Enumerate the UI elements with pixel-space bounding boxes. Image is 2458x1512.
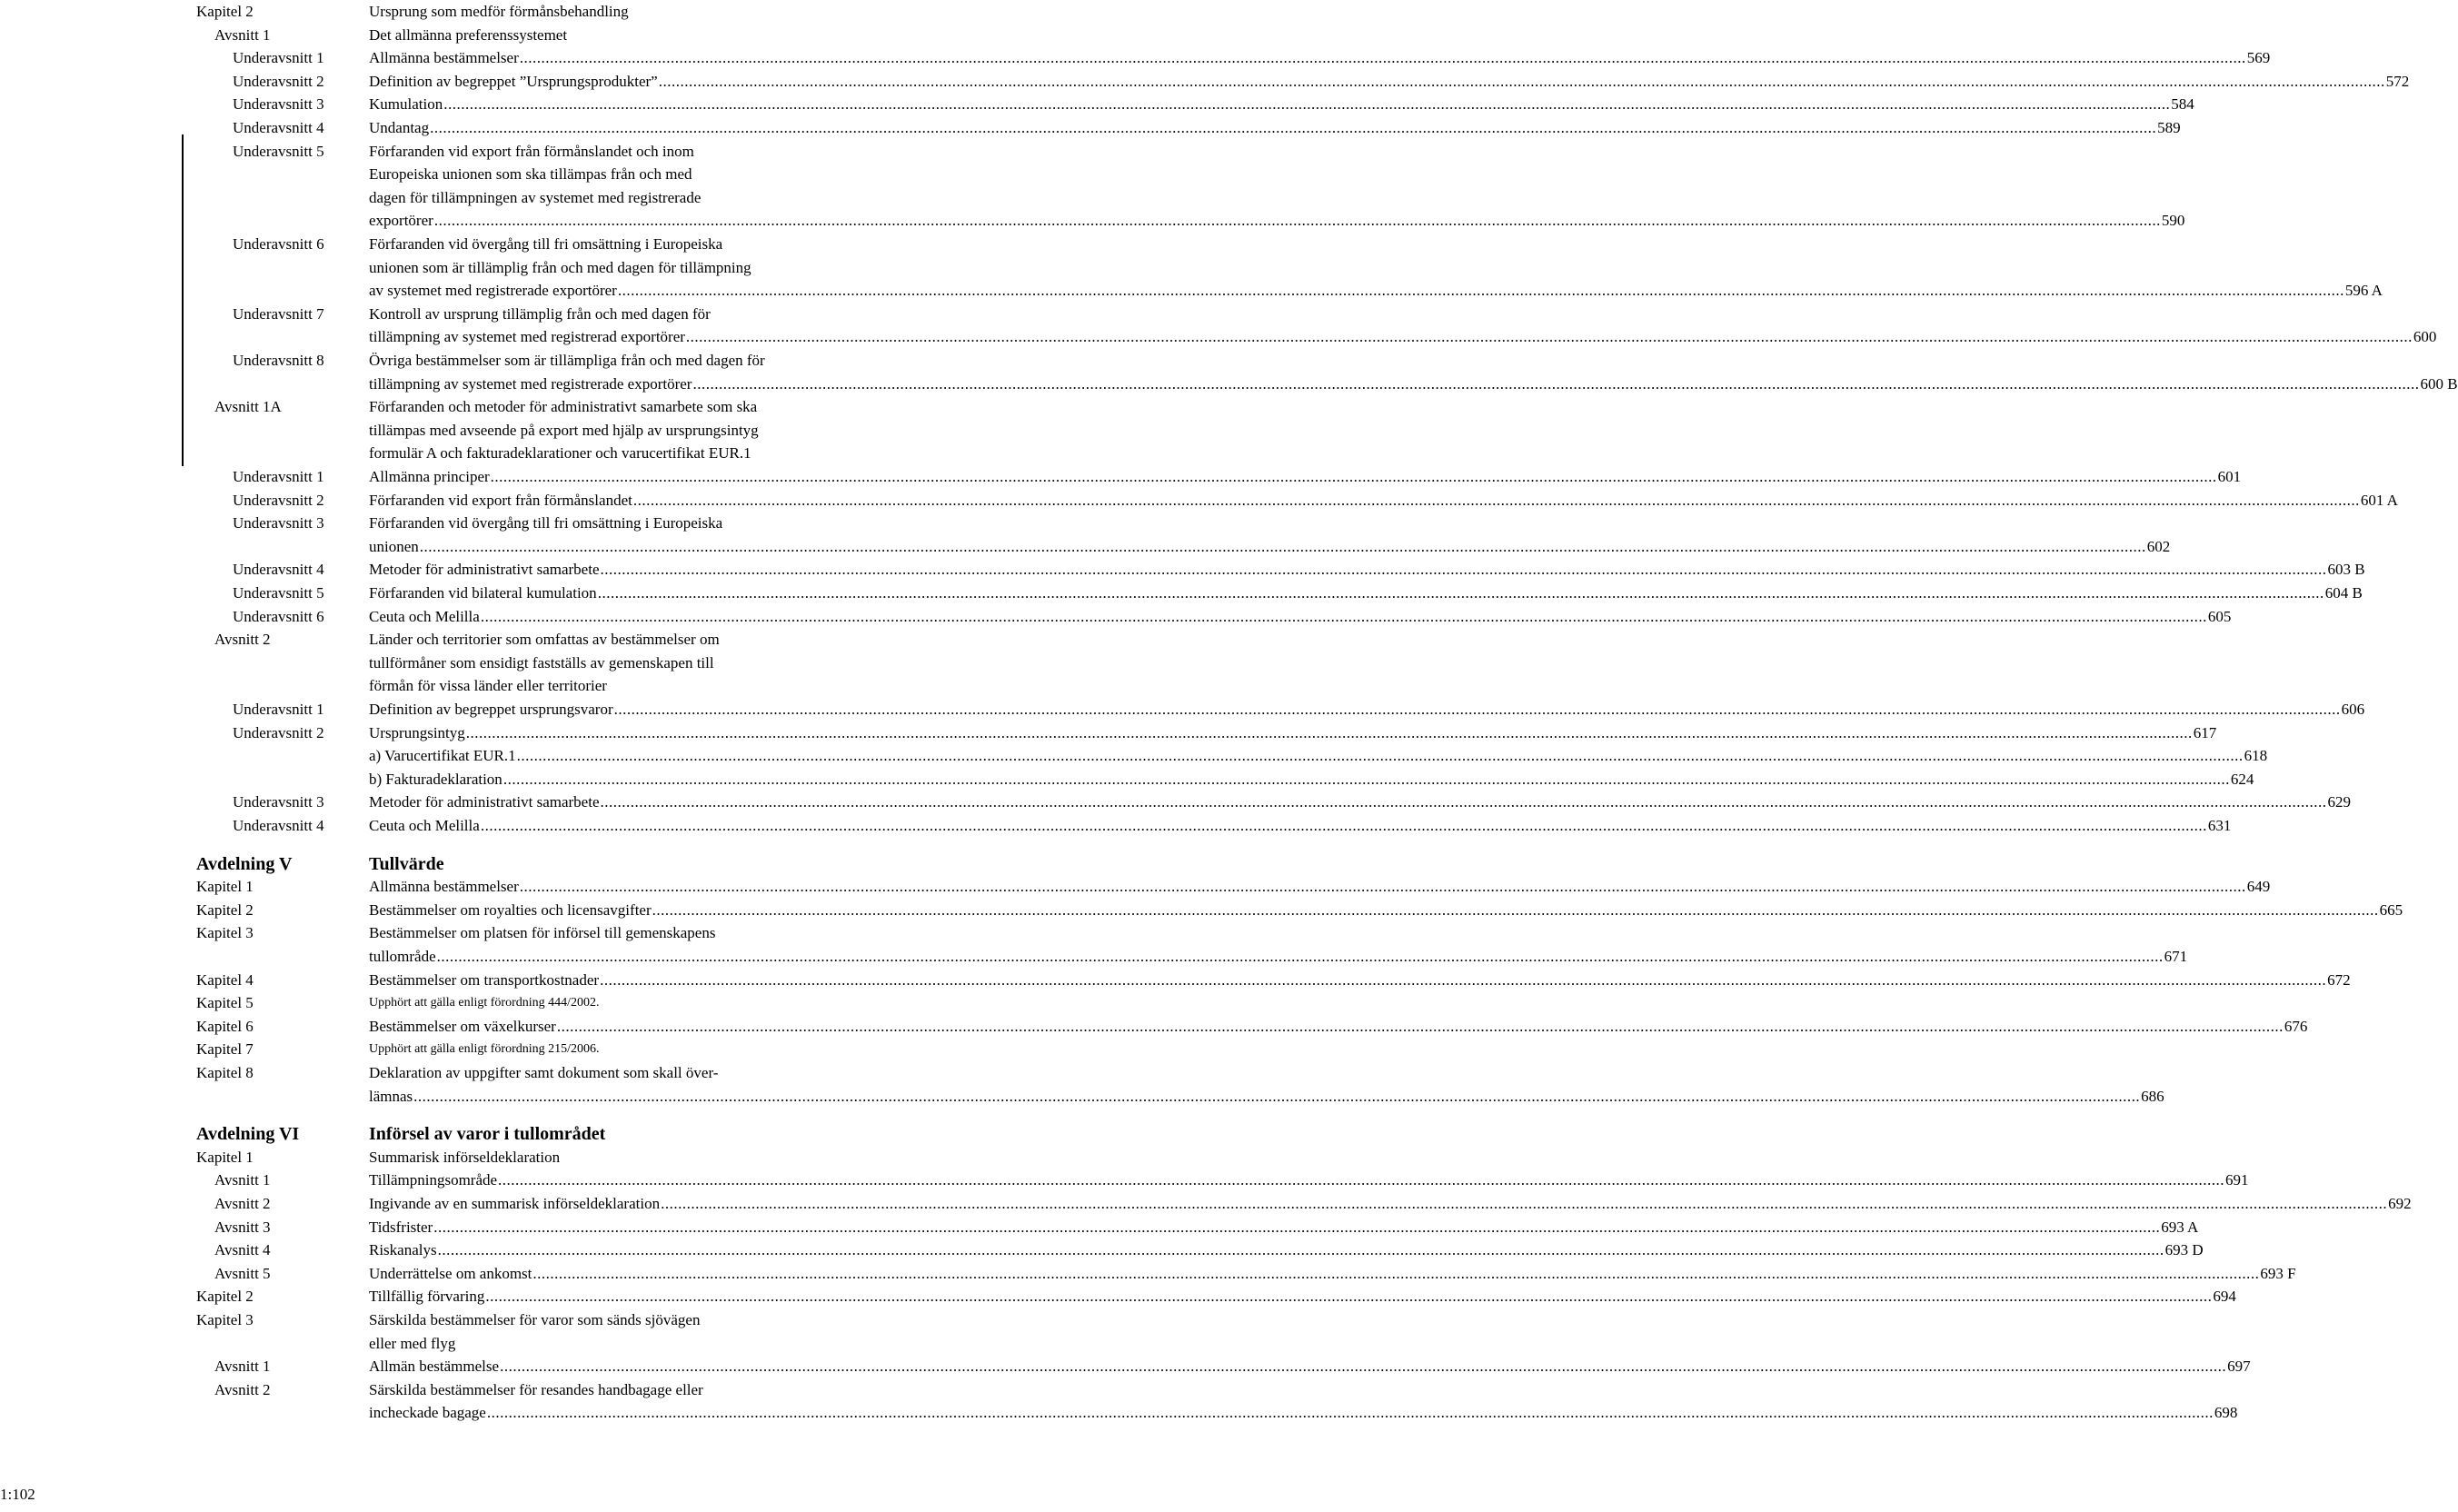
toc-entry-page: 631: [2207, 817, 2232, 834]
dot-leader: ................................................................................................................................................................................................................................................................................................................................................................................................................: [436, 948, 2164, 965]
toc-entry-title: Bestämmelser om platsen för införsel till gemenskapens: [369, 924, 716, 942]
toc-entry-line: [369, 325, 2437, 349]
toc-entry-title: Bestämmelser om växelkurser: [369, 1017, 556, 1035]
toc-entry-label: Underavsnitt 5: [233, 142, 324, 160]
toc-entry-label: Underavsnitt 2: [233, 72, 324, 90]
toc-entry-page: 629: [2327, 793, 2351, 811]
dot-leader: ................................................................................................................................................................................................................................................................................................................................................................................................................: [486, 1404, 2214, 1422]
toc-entry-title: formulär A och fakturadeklarationer och varucertifikat EUR.1: [369, 444, 751, 463]
dot-leader: ................................................................................................................................................................................................................................................................................................................................................................................................................: [498, 1171, 2225, 1189]
toc-entry-title: Definition av begreppet ”Ursprungsprodukter”: [369, 72, 658, 90]
toc-entry-line: [369, 489, 2398, 512]
toc-entry-title: Ceuta och Melilla: [369, 607, 480, 625]
toc-entry-title: Förfaranden vid övergång till fri omsättning i Europeiska: [369, 514, 723, 532]
dot-leader: ................................................................................................................................................................................................................................................................................................................................................................................................................: [600, 970, 2327, 989]
toc-entry-title: Upphört att gälla enligt förordning 215/2006.: [369, 1042, 600, 1057]
dot-leader: ................................................................................................................................................................................................................................................................................................................................................................................................................: [516, 747, 2244, 765]
toc-entry-label: Avsnitt 1A: [214, 398, 282, 416]
toc-entry-line: [369, 945, 2188, 969]
change-bar: [182, 134, 184, 466]
toc-entry-page: 686: [2141, 1087, 2164, 1105]
dot-leader: ................................................................................................................................................................................................................................................................................................................................................................................................................: [419, 537, 2146, 555]
toc-entry-page: 605: [2207, 607, 2232, 625]
toc-entry-line: [369, 279, 2383, 303]
toc-entry-label: Avdelning VI: [196, 1124, 300, 1145]
toc-entry-page: 604 B: [2324, 584, 2363, 602]
toc-entry-label: Kapitel 1: [196, 878, 254, 896]
dot-leader: ................................................................................................................................................................................................................................................................................................................................................................................................................: [490, 468, 2217, 485]
toc-entry-line: [369, 605, 2232, 629]
page-number: 1:102: [0, 1486, 35, 1503]
toc-entry-label: Underavsnitt 4: [233, 561, 324, 579]
toc-entry-label: Kapitel 1: [196, 1148, 254, 1166]
toc-entry-page: 584: [2171, 95, 2194, 114]
toc-entry-title: Det allmänna preferenssystemet: [369, 25, 568, 44]
toc-entry-title: Underrättelse om ankomst: [369, 1264, 532, 1282]
toc-entry-title: Undantag: [369, 119, 430, 136]
toc-entry-page: 600 B: [2420, 374, 2458, 393]
toc-entry-title: Särskilda bestämmelser för resandes handbagage eller: [369, 1380, 703, 1398]
toc-entry-label: Avsnitt 2: [214, 631, 271, 649]
toc-entry-label: Underavsnitt 8: [233, 352, 324, 369]
toc-entry-label: Underavsnitt 2: [233, 491, 324, 509]
dot-leader: ................................................................................................................................................................................................................................................................................................................................................................................................................: [532, 1264, 2260, 1282]
toc-entry-title: tullområde: [369, 948, 436, 965]
toc-entry-line: [369, 814, 2232, 838]
toc-entry-title: Allmän bestämmelse: [369, 1358, 500, 1376]
toc-entry-label: Underavsnitt 1: [233, 701, 324, 718]
dot-leader: ................................................................................................................................................................................................................................................................................................................................................................................................................: [485, 1288, 2213, 1306]
toc-entry-label: Avsnitt 1: [214, 1358, 271, 1376]
dot-leader: ................................................................................................................................................................................................................................................................................................................................................................................................................: [500, 1358, 2227, 1376]
toc-entry-page: 596 A: [2344, 282, 2383, 300]
toc-entry-line: [369, 1192, 2412, 1216]
toc-entry-page: 671: [2164, 948, 2188, 965]
toc-entry-line: [369, 1216, 2199, 1239]
toc-entry-title: Ceuta och Melilla: [369, 817, 480, 834]
toc-entry-title: eller med flyg: [369, 1334, 456, 1352]
toc-entry-line: [369, 535, 2171, 559]
dot-leader: ................................................................................................................................................................................................................................................................................................................................................................................................................: [658, 72, 2385, 90]
toc-entry-line: [369, 46, 2271, 70]
toc-entry-title: Metoder för administrativt samarbete: [369, 561, 600, 579]
toc-entry-title: Förfaranden vid export från förmånslandet och inom: [369, 142, 694, 160]
toc-entry-label: Underavsnitt 3: [233, 95, 324, 114]
toc-entry-page: 624: [2230, 770, 2254, 788]
toc-entry-page: 589: [2157, 119, 2181, 136]
dot-leader: ................................................................................................................................................................................................................................................................................................................................................................................................................: [661, 1195, 2388, 1212]
toc-entry-title: av systemet med registrerade exportörer: [369, 282, 617, 300]
toc-entry-title: Summarisk införseldeklaration: [369, 1148, 561, 1166]
toc-entry-label: Underavsnitt 4: [233, 817, 324, 834]
toc-entry-title: unionen: [369, 537, 419, 555]
toc-entry-line: [369, 116, 2181, 140]
toc-entry-line: [369, 1285, 2236, 1308]
toc-entry-line: [369, 582, 2363, 605]
toc-entry-label: Underavsnitt 2: [233, 723, 324, 741]
toc-entry-title: Tillfällig förvaring: [369, 1288, 485, 1306]
toc-entry-label: Underavsnitt 7: [233, 304, 324, 323]
dot-leader: ................................................................................................................................................................................................................................................................................................................................................................................................................: [433, 212, 2161, 230]
toc-entry-line: [369, 698, 2365, 721]
toc-entry-page: 601 A: [2360, 491, 2398, 509]
toc-entry-label: Avsnitt 2: [214, 1380, 271, 1398]
toc-entry-label: Avsnitt 2: [214, 1195, 271, 1212]
toc-entry-title: Kumulation: [369, 95, 443, 114]
toc-entry-page: 665: [2379, 900, 2403, 919]
toc-entry-title: Definition av begreppet ursprungsvaror: [369, 701, 613, 718]
toc-entry-page: 693 D: [2164, 1241, 2204, 1259]
toc-entry-label: Kapitel 6: [196, 1017, 254, 1035]
toc-entry-label: Avsnitt 5: [214, 1264, 271, 1282]
toc-entry-page: 694: [2213, 1288, 2236, 1306]
toc-entry-label: Kapitel 5: [196, 994, 254, 1012]
toc-entry-page: 649: [2246, 878, 2271, 896]
toc-entry-title: Ingivande av en summarisk införseldeklaration: [369, 1195, 661, 1212]
toc-entry-line: [369, 1015, 2308, 1039]
toc-entry-title: Upphört att gälla enligt förordning 444/2002.: [369, 996, 600, 1010]
toc-entry-label: Underavsnitt 1: [233, 49, 324, 67]
toc-entry-line: [369, 791, 2351, 814]
dot-leader: ................................................................................................................................................................................................................................................................................................................................................................................................................: [519, 878, 2246, 896]
dot-leader: ................................................................................................................................................................................................................................................................................................................................................................................................................: [465, 723, 2193, 741]
toc-entry-line: [369, 969, 2351, 992]
toc-entry-title: Deklaration av uppgifter samt dokument som skall över-: [369, 1064, 719, 1081]
toc-entry-title: Länder och territorier som omfattas av bestämmelser om: [369, 631, 720, 649]
dot-leader: ................................................................................................................................................................................................................................................................................................................................................................................................................: [617, 282, 2344, 300]
toc-entry-page: 617: [2193, 723, 2217, 741]
toc-entry-label: Underavsnitt 3: [233, 793, 324, 811]
toc-entry-line: [369, 70, 2410, 94]
dot-leader: ................................................................................................................................................................................................................................................................................................................................................................................................................: [437, 1241, 2164, 1259]
toc-entry-line: [369, 1238, 2204, 1262]
dot-leader: ................................................................................................................................................................................................................................................................................................................................................................................................................: [480, 607, 2207, 625]
toc-entry-title: Tullvärde: [369, 853, 444, 874]
toc-entry-page: 698: [2214, 1404, 2238, 1422]
toc-entry-line: [369, 875, 2271, 899]
toc-entry-title: Förfaranden vid export från förmånslandet: [369, 491, 632, 509]
toc-entry-label: Kapitel 8: [196, 1064, 254, 1081]
toc-entry-title: Europeiska unionen som ska tillämpas från och med: [369, 165, 692, 184]
toc-entry-title: förmån för vissa länder eller territorier: [369, 677, 607, 695]
toc-entry-title: tullförmåner som ensidigt fastställs av gemenskapen till: [369, 653, 714, 671]
dot-leader: ................................................................................................................................................................................................................................................................................................................................................................................................................: [433, 1218, 2161, 1236]
toc-entry-title: tillämpas med avseende på export med hjälp av ursprungsintyg: [369, 421, 759, 439]
toc-entry-page: 600: [2413, 328, 2437, 346]
toc-entry-label: Avsnitt 1: [214, 1171, 271, 1189]
toc-entry-label: Kapitel 3: [196, 1311, 254, 1328]
toc-entry-title: Övriga bestämmelser som är tillämpliga från och med dagen för: [369, 352, 765, 369]
dot-leader: ................................................................................................................................................................................................................................................................................................................................................................................................................: [692, 374, 2420, 393]
toc-entry-label: Avsnitt 4: [214, 1241, 271, 1259]
toc-entry-title: tillämpning av systemet med registrerade exportörer: [369, 374, 692, 393]
toc-entry-page: 676: [2284, 1017, 2308, 1035]
dot-leader: ................................................................................................................................................................................................................................................................................................................................................................................................................: [613, 701, 2341, 718]
toc-entry-page: 569: [2246, 49, 2271, 67]
toc-entry-page: 601: [2217, 468, 2242, 485]
toc-entry-label: Underavsnitt 4: [233, 119, 324, 136]
toc-entry-line: [369, 373, 2458, 396]
toc-entry-line: [369, 721, 2217, 745]
toc-entry-title: Bestämmelser om transportkostnader: [369, 970, 600, 989]
toc-entry-title: Metoder för administrativt samarbete: [369, 793, 600, 811]
toc-entry-title: dagen för tillämpningen av systemet med registrerade: [369, 188, 702, 206]
toc-entry-title: Allmänna principer: [369, 468, 490, 485]
toc-entry-line: [369, 1401, 2238, 1425]
toc-entry-title: Förfaranden vid övergång till fri omsättning i Europeiska: [369, 235, 723, 253]
dot-leader: ................................................................................................................................................................................................................................................................................................................................................................................................................: [503, 770, 2230, 788]
toc-entry-line: [369, 93, 2194, 116]
toc-entry-title: Kontroll av ursprung tillämplig från och med dagen för: [369, 304, 711, 323]
toc-entry-line: [369, 744, 2268, 768]
toc-entry-page: 672: [2327, 970, 2351, 989]
toc-entry-title: Ursprungsintyg: [369, 723, 465, 741]
toc-entry-label: Underavsnitt 6: [233, 235, 324, 253]
toc-entry-line: [369, 899, 2403, 922]
toc-entry-title: incheckade bagage: [369, 1404, 486, 1422]
toc-entry-title: exportörer: [369, 212, 433, 230]
toc-entry-title: Bestämmelser om royalties och licensavgifter: [369, 900, 652, 919]
dot-leader: ................................................................................................................................................................................................................................................................................................................................................................................................................: [652, 900, 2379, 919]
dot-leader: ................................................................................................................................................................................................................................................................................................................................................................................................................: [443, 95, 2171, 114]
toc-entry-title: Tillämpningsområde: [369, 1171, 498, 1189]
toc-entry-line: [369, 1169, 2249, 1192]
toc-entry-title: tillämpning av systemet med registrerad exportörer: [369, 328, 685, 346]
toc-entry-title: Förfaranden vid bilateral kumulation: [369, 584, 597, 602]
toc-entry-label: Kapitel 2: [196, 3, 254, 20]
dot-leader: ................................................................................................................................................................................................................................................................................................................................................................................................................: [685, 328, 2413, 346]
toc-entry-title: b) Fakturadeklaration: [369, 770, 503, 788]
toc-entry-title: Tidsfrister: [369, 1218, 433, 1236]
toc-entry-page: 697: [2227, 1358, 2251, 1376]
toc-entry-title: unionen som är tillämplig från och med dagen för tillämpning: [369, 258, 751, 276]
toc-entry-page: 692: [2388, 1195, 2412, 1212]
dot-leader: ................................................................................................................................................................................................................................................................................................................................................................................................................: [632, 491, 2360, 509]
dot-leader: ................................................................................................................................................................................................................................................................................................................................................................................................................: [413, 1087, 2141, 1105]
toc-entry-page: 603 B: [2327, 561, 2365, 579]
dot-leader: ................................................................................................................................................................................................................................................................................................................................................................................................................: [600, 793, 2327, 811]
toc-entry-page: 590: [2161, 212, 2185, 230]
toc-entry-line: [369, 209, 2185, 233]
toc-entry-label: Underavsnitt 1: [233, 468, 324, 485]
toc-entry-title: lämnas: [369, 1087, 413, 1105]
toc-entry-title: Särskilda bestämmelser för varor som sänds sjövägen: [369, 1311, 701, 1328]
toc-entry-line: [369, 768, 2254, 791]
dot-leader: ................................................................................................................................................................................................................................................................................................................................................................................................................: [556, 1017, 2284, 1035]
toc-entry-line: [369, 558, 2365, 582]
toc-entry-page: 572: [2385, 72, 2410, 90]
toc-entry-label: Avsnitt 3: [214, 1218, 271, 1236]
dot-leader: ................................................................................................................................................................................................................................................................................................................................................................................................................: [519, 49, 2246, 67]
dot-leader: ................................................................................................................................................................................................................................................................................................................................................................................................................: [480, 817, 2207, 834]
toc-entry-title: Ursprung som medför förmånsbehandling: [369, 3, 629, 20]
toc-entry-title: Riskanalys: [369, 1241, 437, 1259]
toc-entry-line: [369, 465, 2242, 489]
toc-entry-label: Kapitel 4: [196, 970, 254, 989]
toc-entry-line: [369, 1085, 2164, 1109]
toc-entry-title: a) Varucertifikat EUR.1: [369, 747, 516, 765]
toc-entry-page: 602: [2146, 537, 2171, 555]
toc-entry-title: Förfaranden och metoder för administrativt samarbete som ska: [369, 398, 758, 416]
toc-entry-line: [369, 1262, 2296, 1286]
toc-entry-label: Avdelning V: [196, 853, 293, 874]
toc-entry-label: Kapitel 2: [196, 1288, 254, 1306]
toc-entry-page: 618: [2244, 747, 2268, 765]
toc-entry-title: Allmänna bestämmelser: [369, 878, 519, 896]
dot-leader: ................................................................................................................................................................................................................................................................................................................................................................................................................: [600, 561, 2327, 579]
toc-entry-page: 693 F: [2260, 1264, 2296, 1282]
toc-entry-label: Kapitel 2: [196, 900, 254, 919]
toc-entry-title: Allmänna bestämmelser: [369, 49, 519, 67]
toc-entry-page: 606: [2341, 701, 2365, 718]
toc-entry-title: Införsel av varor i tullområdet: [369, 1124, 606, 1145]
toc-entry-label: Underavsnitt 6: [233, 607, 324, 625]
toc-entry-label: Underavsnitt 5: [233, 584, 324, 602]
dot-leader: ................................................................................................................................................................................................................................................................................................................................................................................................................: [597, 584, 2324, 602]
toc-entry-page: 693 A: [2161, 1218, 2199, 1236]
toc-entry-label: Avsnitt 1: [214, 25, 271, 44]
toc-entry-line: [369, 1355, 2251, 1378]
toc-entry-page: 691: [2225, 1171, 2249, 1189]
dot-leader: ................................................................................................................................................................................................................................................................................................................................................................................................................: [430, 119, 2157, 136]
toc-entry-label: Kapitel 3: [196, 924, 254, 942]
toc-entry-label: Kapitel 7: [196, 1040, 254, 1059]
toc-entry-label: Underavsnitt 3: [233, 514, 324, 532]
